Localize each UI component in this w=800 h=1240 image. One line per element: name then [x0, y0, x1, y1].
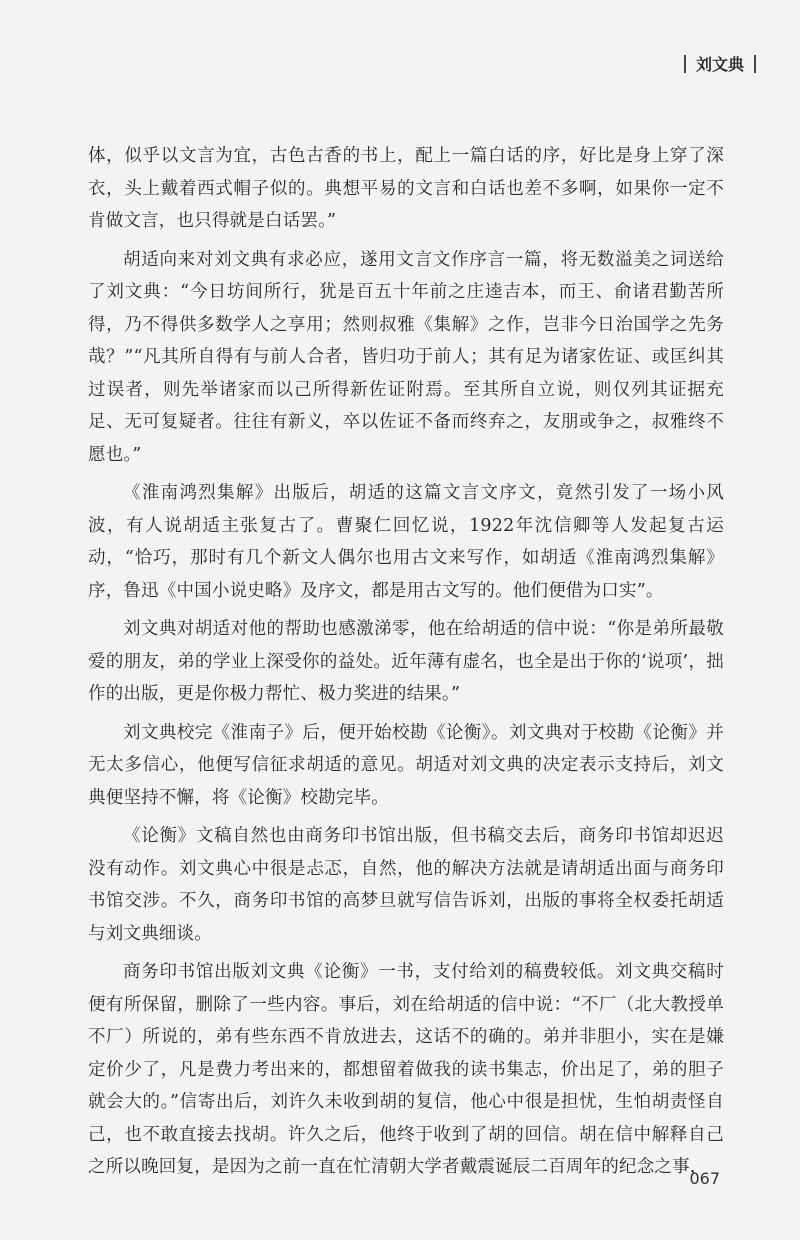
paragraph: 刘文典对胡适对他的帮助也感激涕零，他在给胡适的信中说：“你是弟所最敬爱的朋友，弟的学业上深受你的益处。近年薄有虚名，也全是出于你的‘说项’，拙作的出版，更是你极力帮忙、极力奖进的结果。” — [88, 619, 724, 704]
page-body — [88, 140, 724, 1190]
paragraph: 刘文典校完《淮南子》后，便开始校勘《论衡》。刘文典对于校勘《论衡》并无太多信心，他便写信征求胡适的意见。胡适对刘文典的决定表示支持后，刘文典便坚持不懈，将《论衡》校勘完毕。 — [88, 722, 724, 808]
page-number: 067 — [689, 1169, 720, 1188]
header-left-bar — [684, 55, 686, 73]
paragraph-continued: 体，似乎以文言为宜，古色古香的书上，配上一篇白话的序，好比是身上穿了深衣，头上戴着西式帽子似的。典想平易的文言和白话也差不多啊，如果你一定不肯做文言，也只得就是白话罢。” — [88, 146, 724, 231]
header-title: 刘文典 — [695, 55, 744, 74]
header-right-bar — [754, 55, 756, 73]
paragraph: 商务印书馆出版刘文典《论衡》一书，支付给刘的稿费较低。刘文典交稿时便有所保留，删除了一些内容。事后，刘在给胡适的信中说：“不厂（北大教授单不厂）所说的，弟有些东西不肯放进去，这话不的确的。弟并非胆小，实在是嫌定价少了，凡是费力考出来的，都想留着做我的读书集志，价出足了，弟的胆子就会大的。”信寄出后，刘许久未收到胡的复信，他心中很是担忧，生怕胡责怪自己，也不敢直接去找胡。许久之后，他终于收到了胡的回信。胡在信中解释自己之所以晚回复，是因为之前一直在忙清朝大学者戴震诞辰二百周年的纪念之事， — [88, 962, 724, 1177]
paragraph: 《淮南鸿烈集解》出版后，胡适的这篇文言文序文，竟然引发了一场小风波，有人说胡适主张复古了。曹聚仁回忆说，1922年沈信卿等人发起复古运动，“恰巧，那时有几个新文人偶尔也用古文来写作，如胡适《淮南鸿烈集解》序，鲁迅《中国小说史略》及序文，都是用古文写的。他们便借为口实”。 — [88, 483, 724, 601]
running-header — [684, 52, 756, 75]
paragraph: 胡适向来对刘文典有求必应，遂用文言文作序言一篇，将无数溢美之词送给了刘文典：“今日坊间所行，犹是百五十年前之庄逵吉本，而王、俞诸君勤苦所得，乃不得供多数学人之享用；然则叔雅《集解》之作，岂非今日治国学之先务哉？”“凡其所自得有与前人合者，皆归功于前人；其有足为诸家佐证、或匡纠其过误者，则先举诸家而以己所得新佐证附焉。至其所自立说，则仅列其证据充足、无可复疑者。往往有新义，卒以佐证不备而终弃之，友朋或争之，叔雅终不愿也。” — [88, 249, 724, 465]
paragraph: 《论衡》文稿自然也由商务印书馆出版，但书稿交去后，商务印书馆却迟迟没有动作。刘文典心中很是忐忑，自然，他的解决方法就是请胡适出面与商务印书馆交涉。不久，商务印书馆的高梦旦就写信告诉刘，出版的事将全权委托胡适与刘文典细谈。 — [88, 826, 724, 944]
